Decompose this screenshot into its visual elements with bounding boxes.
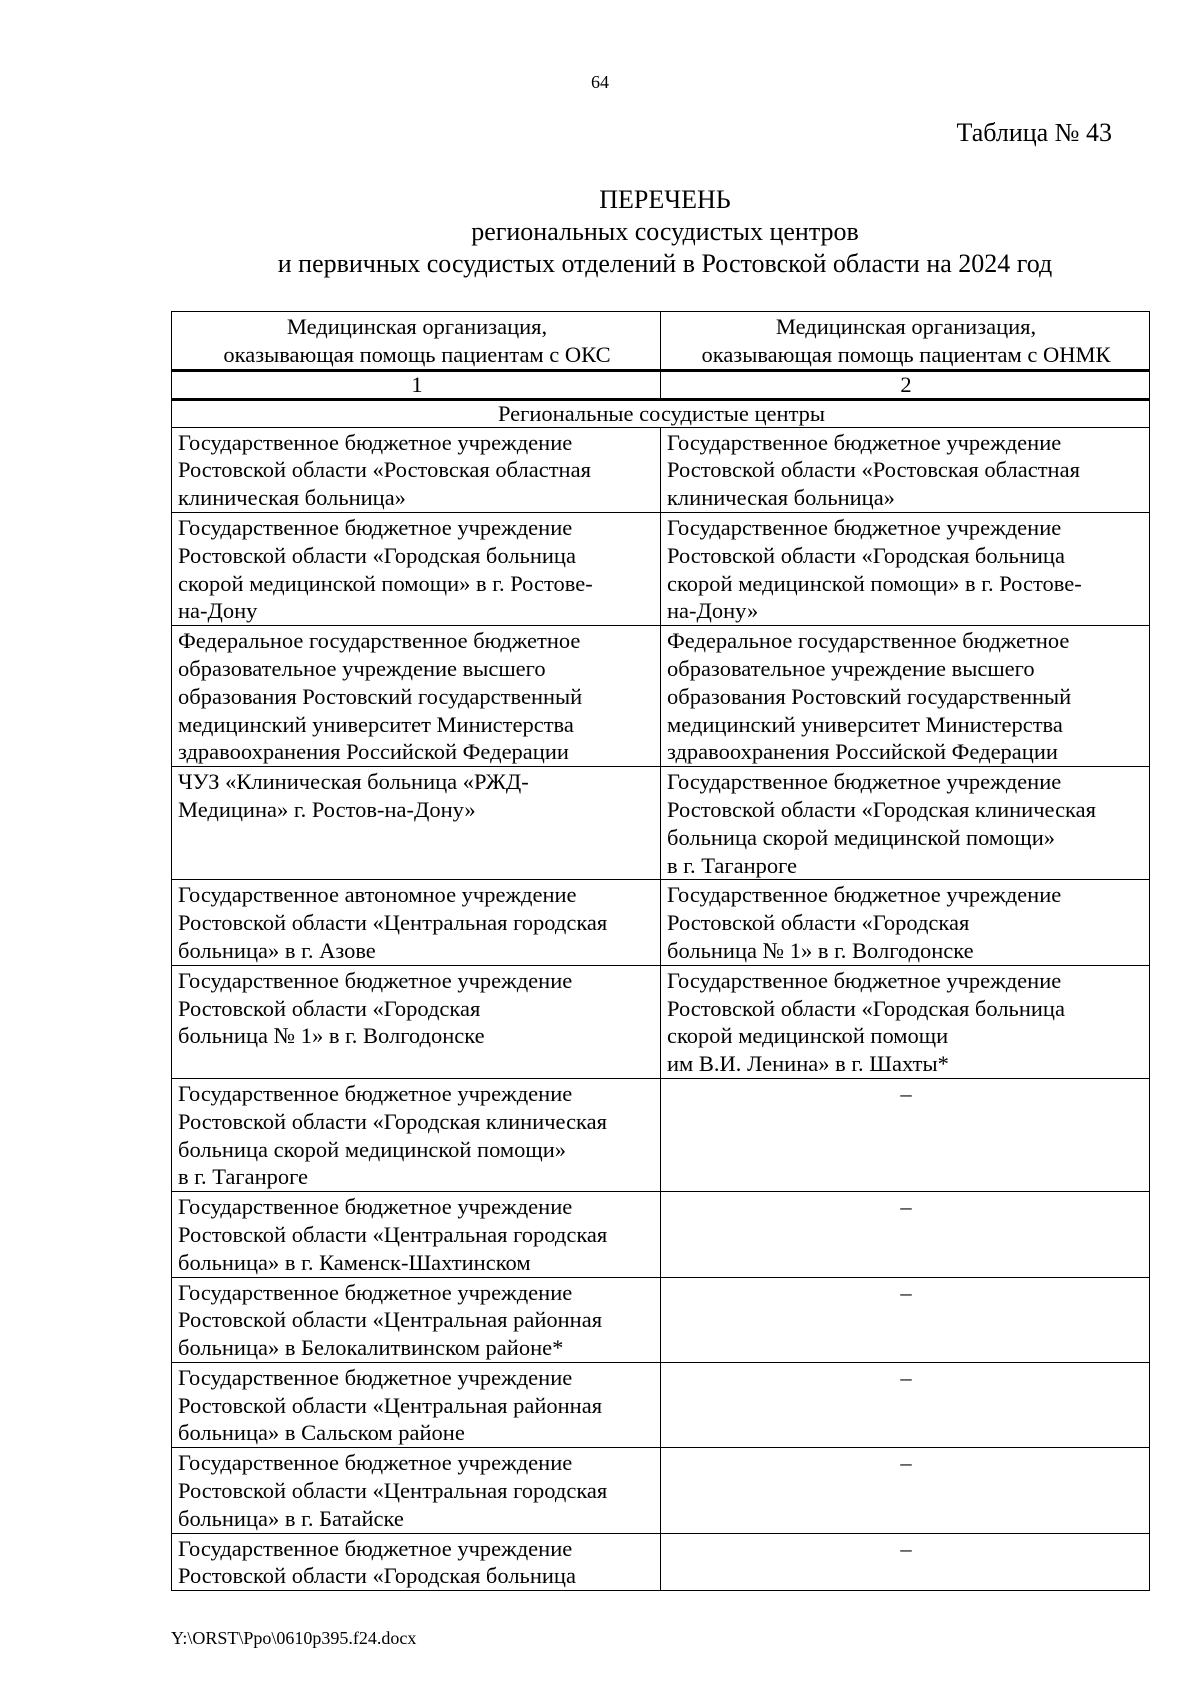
table-row	[172, 427, 1150, 512]
cell-onmk-organization: –	[661, 1448, 1150, 1533]
table-row	[172, 1277, 1150, 1362]
title-line-2: региональных сосудистых центров	[471, 217, 859, 246]
cell-oks-organization: Государственное бюджетное учреждение Ростовской области «Центральная районная больница» в Белокалитвинском районе*	[172, 1277, 661, 1362]
cell-oks-organization: Государственное бюджетное учреждение Ростовской области «Центральная районная больница» в Сальском районе	[172, 1362, 661, 1447]
section-row	[172, 399, 1150, 427]
cell-oks-organization: Государственное бюджетное учреждение Ростовской области «Городская клиническая больница скорой медицинской помощи» в г. Таганроге	[172, 1078, 661, 1191]
table-row	[172, 767, 1150, 880]
cell-oks-organization: ЧУЗ «Клиническая больница «РЖД- Медицина» г. Ростов-на-Дону»	[172, 767, 661, 880]
page-number: 64	[591, 72, 609, 92]
cell-onmk-organization: Федеральное государственное бюджетное образовательное учреждение высшего образования Ростовский государственный медицинский университет Министерства здравоохранения Российской Федерации	[661, 626, 1150, 767]
table-row	[172, 1448, 1150, 1533]
cell-oks-organization: Государственное бюджетное учреждение Ростовской области «Ростовская областная клиническая больница»	[172, 427, 661, 512]
table-row	[172, 1078, 1150, 1191]
header-cell-onmk: Медицинская организация, оказывающая помощь пациентам с ОНМК	[661, 312, 1150, 371]
table-row	[172, 512, 1150, 625]
cell-oks-organization: Государственное бюджетное учреждение Ростовской области «Центральная городская больница» в г. Каменск-Шахтинском	[172, 1192, 661, 1277]
file-path-footer: Y:\ORST\Ppo\0610p395.f24.docx	[171, 1628, 417, 1648]
title-line-1: ПЕРЕЧЕНЬ	[599, 185, 731, 214]
cell-oks-organization: Государственное бюджетное учреждение Ростовской области «Центральная городская больница» в г. Батайске	[172, 1448, 661, 1533]
table-number: Таблица № 43	[956, 118, 1112, 147]
cell-onmk-organization: Государственное бюджетное учреждение Ростовской области «Городская больница скорой медицинской помощи им В.И. Ленина» в г. Шахты*	[661, 965, 1150, 1078]
column-number-row	[172, 370, 1150, 399]
column-number-1: 1	[172, 370, 661, 399]
header-row	[172, 312, 1150, 371]
header-cell-oks: Медицинская организация, оказывающая помощь пациентам с ОКС	[172, 312, 661, 371]
cell-oks-organization: Государственное бюджетное учреждение Ростовской области «Городская больница скорой медицинской помощи» в г. Ростове- на-Дону	[172, 512, 661, 625]
cell-onmk-organization: Государственное бюджетное учреждение Ростовской области «Городская больница № 1» в г. Волгодонске	[661, 880, 1150, 965]
cell-oks-organization: Государственное бюджетное учреждение Ростовской области «Городская больница № 1» в г. Волгодонске	[172, 965, 661, 1078]
document-title	[0, 184, 1200, 280]
cell-onmk-organization: Государственное бюджетное учреждение Ростовской области «Городская клиническая больница скорой медицинской помощи» в г. Таганроге	[661, 767, 1150, 880]
cell-oks-organization: Государственное бюджетное учреждение Ростовской области «Городская больница	[172, 1533, 661, 1591]
cell-onmk-organization: –	[661, 1078, 1150, 1191]
title-line-3: и первичных сосудистых отделений в Ростовской области на 2024 год	[277, 249, 1053, 278]
section-title: Региональные сосудистые центры	[172, 399, 1150, 427]
table-row	[172, 965, 1150, 1078]
cell-oks-organization: Государственное автономное учреждение Ростовской области «Центральная городская больница» в г. Азове	[172, 880, 661, 965]
cell-onmk-organization: –	[661, 1277, 1150, 1362]
cell-onmk-organization: Государственное бюджетное учреждение Ростовской области «Городская больница скорой медицинской помощи» в г. Ростове- на-Дону»	[661, 512, 1150, 625]
cell-oks-organization: Федеральное государственное бюджетное образовательное учреждение высшего образования Ростовский государственный медицинский университет Министерства здравоохранения Российской Федерации	[172, 626, 661, 767]
table-row	[172, 626, 1150, 767]
cell-onmk-organization: –	[661, 1533, 1150, 1591]
table-row	[172, 880, 1150, 965]
cell-onmk-organization: Государственное бюджетное учреждение Ростовской области «Ростовская областная клиническая больница»	[661, 427, 1150, 512]
cell-onmk-organization: –	[661, 1362, 1150, 1447]
table-row	[172, 1192, 1150, 1277]
vascular-centers-table	[171, 311, 1150, 1591]
table-row	[172, 1533, 1150, 1591]
cell-onmk-organization: –	[661, 1192, 1150, 1277]
column-number-2: 2	[661, 370, 1150, 399]
table-row	[172, 1362, 1150, 1447]
